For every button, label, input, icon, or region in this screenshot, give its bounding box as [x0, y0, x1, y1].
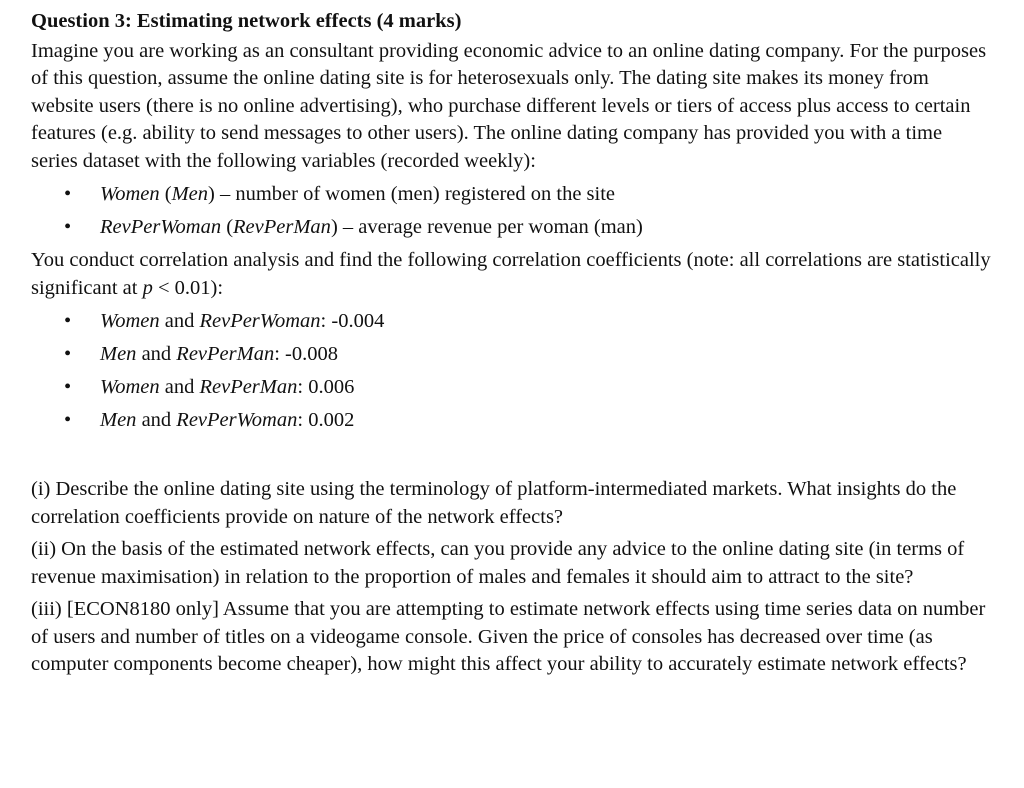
correlation-var-x: Men: [100, 409, 137, 431]
correlation-intro-text: You conduct correlation analysis and find the following correlation coefficients (note: all correlations are statistically significant at: [31, 249, 991, 299]
bullet-icon: •: [64, 183, 72, 205]
correlations-list: [31, 305, 991, 437]
correlation-var-y: RevPerWoman: [199, 310, 321, 332]
variable-name: RevPerWoman: [100, 216, 222, 238]
question-part-ii: (ii) On the basis of the estimated network effects, can you provide any advice to the online dating site (in terms of revenue maximisation) in relation to the proportion of males and females it should aim to attract to the site?: [31, 538, 965, 588]
variable-name: Women: [100, 183, 160, 205]
variable-name-alt: RevPerMan: [233, 216, 331, 238]
correlation-value: : -0.004: [320, 310, 385, 332]
bullet-icon: •: [64, 216, 72, 238]
correlation-var-x: Men: [100, 343, 137, 365]
spacer: [31, 440, 991, 476]
bullet-icon: •: [64, 376, 72, 398]
correlation-and: and: [159, 376, 200, 398]
correlation-value: : 0.006: [297, 376, 355, 398]
list-item: [31, 338, 991, 371]
bullet-icon: •: [64, 310, 72, 332]
correlation-value: : 0.002: [297, 409, 355, 431]
list-item: [31, 305, 991, 338]
list-item: • Women (Men) – number of women (men) registered on the site: [31, 178, 991, 211]
correlation-var-y: RevPerWoman: [176, 409, 298, 431]
p-symbol: p: [142, 276, 153, 299]
bullet-icon: •: [64, 409, 72, 431]
correlation-var-y: RevPerMan: [199, 376, 298, 398]
correlation-value: : -0.008: [274, 343, 338, 365]
variables-list: [31, 178, 991, 244]
correlation-var-x: Women: [100, 376, 160, 398]
correlation-var-y: RevPerMan: [176, 343, 275, 365]
variable-description: – average revenue per woman (man): [337, 216, 643, 238]
list-item: [31, 371, 991, 404]
list-item: [31, 404, 991, 437]
correlation-intro: [31, 247, 991, 302]
correlation-and: and: [136, 409, 177, 431]
correlation-and: and: [136, 343, 177, 365]
document-page: [31, 8, 991, 684]
question-part-iii: (iii) [ECON8180 only] Assume that you are attempting to estimate network effects using time series data on number of users and number of titles on a videogame console. Given the price of consoles has decreased over time (as computer components become cheaper), how might this affect your ability to accurately estimate network effects?: [31, 598, 986, 675]
question-part-i: (i) Describe the online dating site using the terminology of platform-intermediated markets. What insights do the correlation coefficients provide on nature of the network effects?: [31, 478, 957, 528]
correlation-var-x: Women: [100, 310, 160, 332]
correlation-and: and: [159, 310, 200, 332]
list-item: • RevPerWoman (RevPerMan) – average revenue per woman (man): [31, 211, 991, 244]
variable-name-alt: Men: [171, 183, 208, 205]
intro-paragraph: Imagine you are working as an consultant providing economic advice to an online dating company. For the purposes of this question, assume the online dating site is for heterosexuals only. The dating site makes its money from website users (there is no online advertising), who purchase different levels or tiers of access plus access to certain features (e.g. ability to send messages to other users). The online dating company has provided you with a time series dataset with the following variables (recorded weekly):: [31, 39, 987, 172]
bullet-icon: •: [64, 343, 72, 365]
variable-description: – number of women (men) registered on the site: [214, 183, 616, 205]
question-title: Question 3: Estimating network effects (4 marks): [31, 10, 462, 32]
correlation-intro-threshold: < 0.01):: [152, 276, 224, 299]
